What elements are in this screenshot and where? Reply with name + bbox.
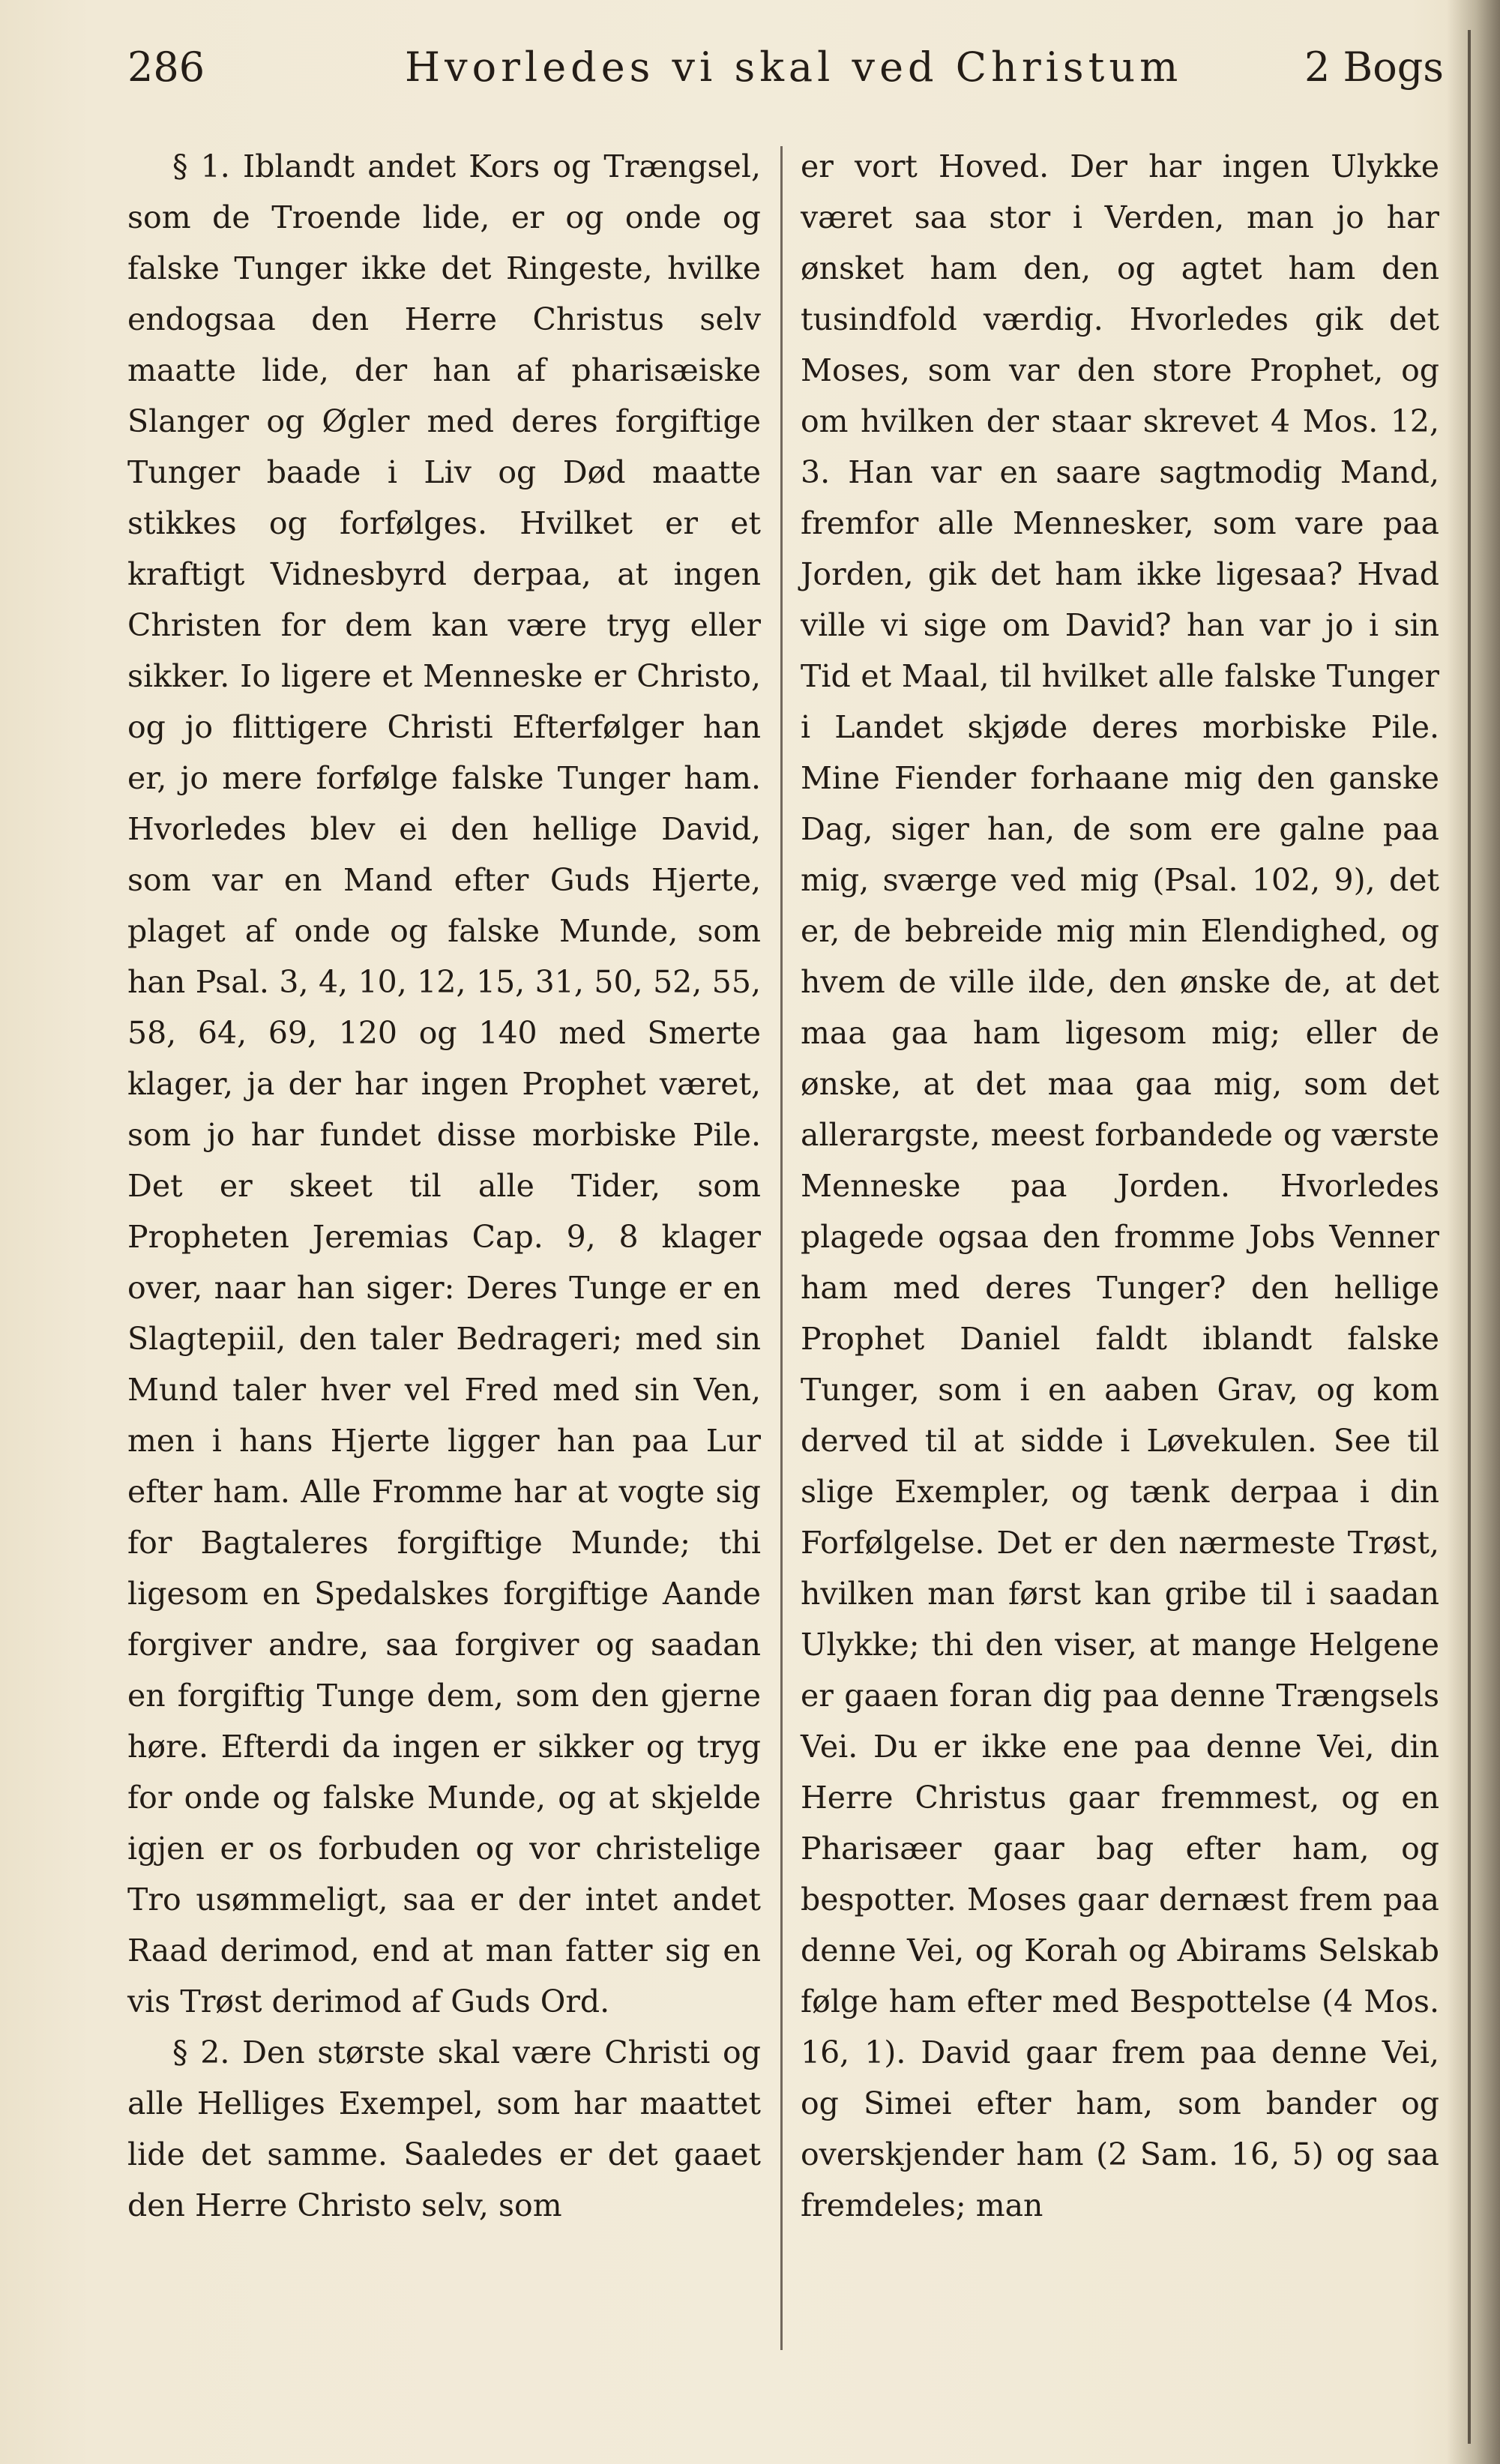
page-edge-shadow: [1447, 0, 1500, 2464]
section-2-paragraph: § 2. Den største skal være Christi og alle Helliges Exempel, som har maattet lide det samme. Saaledes er det gaaet den Herre Christo selv, som: [127, 2034, 761, 2223]
page-number: 286: [127, 43, 205, 91]
left-column: [127, 141, 761, 2231]
running-title: Hvorledes vi skal ved Christum: [405, 43, 1183, 91]
right-column: [801, 141, 1439, 2231]
column-divider: [780, 146, 783, 2350]
right-column-paragraph: er vort Hoved. Der har ingen Ulykke været saa stor i Verden, man jo har ønsket ham den, og agtet ham den tusindfold værdig. Hvorledes gik det Moses, som var den store Prophet, og om hvilken der staar skrevet 4 Mos. 12, 3. Han var en saare sagtmodig Mand, fremfor alle Mennesker, som vare paa Jorden, gik det ham ikke ligesaa? Hvad ville vi sige om David? han var jo i sin Tid et Maal, til hvilket alle falske Tunger i Landet skjøde deres morbiske Pile. Mine Fiender forhaane mig den ganske Dag, siger han, de som ere galne paa mig, sværge ved mig (Psal. 102, 9), det er, de bebreide mig min Elendighed, og hvem de ville ilde, den ønske de, at det maa gaa ham ligesom mig; eller de ønske, at det maa gaa mig, som det allerargste, meest forbandede og værste Menneske paa Jorden. Hvorledes plagede ogsaa den fromme Jobs Venner ham med deres Tunger? den hellige Prophet Daniel faldt iblandt falske Tunger, som i en aaben Grav, og kom derved til at sidde i Løvekulen. See til slige Exempler, og tænk derpaa i din Forfølgelse. Det er den nærmeste Trøst, hvilken man først kan gribe til i saadan Ulykke; thi den viser, at mange Helgene er gaaen foran dig paa denne Trængsels Vei. Du er ikke ene paa denne Vei, din Herre Christus gaar fremmest, og en Pharisæer gaar bag efter ham, og bespotter. Moses gaar dernæst frem paa denne Vei, og Korah og Abirams Selskab følge ham efter med Bespottelse (4 Mos. 16, 1). David gaar frem paa denne Vei, og Simei efter ham, som bander og overskjender ham (2 Sam. 16, 5) og saa fremdeles; man: [801, 148, 1439, 2223]
running-header: [127, 43, 1444, 103]
page-edge-rule: [1468, 30, 1471, 2444]
section-1-paragraph: § 1. Iblandt andet Kors og Trængsel, som de Troende lide, er og onde og falske Tunger ikke det Ringeste, hvilke endogsaa den Herre Christus selv maatte lide, der han af pharisæiske Slanger og Øgler med deres forgiftige Tunger baade i Liv og Død maatte stikkes og forfølges. Hvilket er et kraftigt Vidnesbyrd derpaa, at ingen Christen for dem kan være tryg eller sikker. Io ligere et Menneske er Christo, og jo flittigere Christi Efterfølger han er, jo mere forfølge falske Tunger ham. Hvorledes blev ei den hellige David, som var en Mand efter Guds Hjerte, plaget af onde og falske Munde, som han Psal. 3, 4, 10, 12, 15, 31, 50, 52, 55, 58, 64, 69, 120 og 140 med Smerte klager, ja der har ingen Prophet været, som jo har fundet disse morbiske Pile. Det er skeet til alle Tider, som Propheten Jeremias Cap. 9, 8 klager over, naar han siger: Deres Tunge er en Slagtepiil, den taler Bedrageri; med sin Mund taler hver vel Fred med sin Ven, men i hans Hjerte ligger han paa Lur efter ham. Alle Fromme har at vogte sig for Bagtaleres forgiftige Munde; thi ligesom en Spedalskes forgiftige Aande forgiver andre, saa forgiver og saadan en forgiftig Tunge dem, som den gjerne høre. Efterdi da ingen er sikker og tryg for onde og falske Munde, og at skjelde igjen er os forbuden og vor christelige Tro usømmeligt, saa er der intet andet Raad derimod, end at man fatter sig en vis Trøst derimod af Guds Ord.: [127, 148, 761, 2019]
book-label: 2 Bogs: [1304, 43, 1444, 91]
